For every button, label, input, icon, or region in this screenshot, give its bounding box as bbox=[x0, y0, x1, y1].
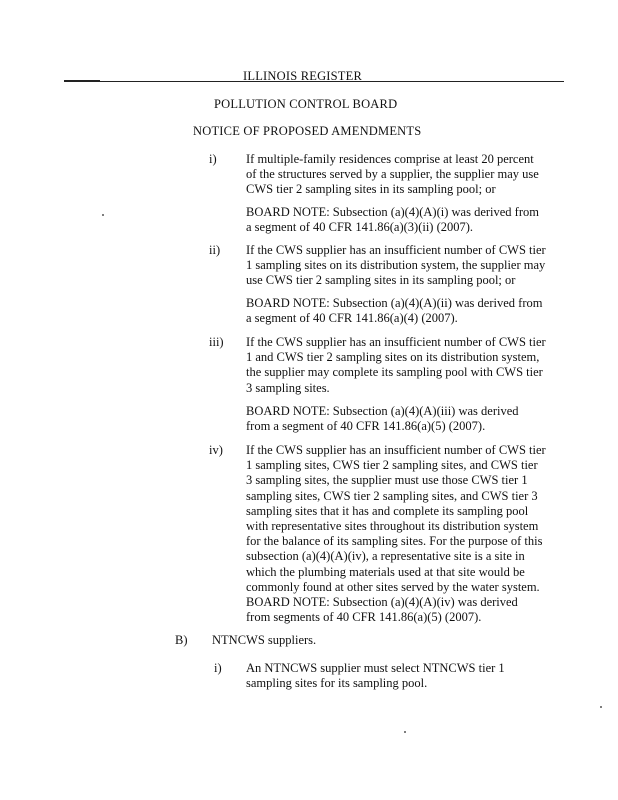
item-text-ii: If the CWS supplier has an insufficient number of CWS tier 1 sampling sites on its distribution system, the supplier may use CWS tier 2 sampling sites in its sampling pool; or bbox=[246, 243, 546, 288]
board-note-iv: BOARD NOTE: Subsection (a)(4)(A)(iv) was derived from segments of 40 CFR 141.86(a)(5) (2007). bbox=[246, 595, 518, 625]
subsection-label-b: B) bbox=[175, 633, 188, 647]
subsection-title-b: NTNCWS suppliers. bbox=[212, 633, 317, 647]
item-label-b-i: i) bbox=[214, 661, 222, 675]
item-text-b-i: An NTNCWS supplier must select NTNCWS tier 1 sampling sites for its sampling pool. bbox=[246, 661, 505, 691]
board-note-ii: BOARD NOTE: Subsection (a)(4)(A)(ii) was derived from a segment of 40 CFR 141.86(a)(4) (2007). bbox=[246, 296, 543, 326]
scan-speck bbox=[102, 214, 104, 216]
item-label-iv: iv) bbox=[209, 443, 223, 457]
scan-speck bbox=[600, 706, 602, 708]
item-label-i: i) bbox=[209, 152, 217, 166]
item-text-iii: If the CWS supplier has an insufficient number of CWS tier 1 and CWS tier 2 sampling sites on its distribution system, the supplier may complete its sampling pool with CWS tier 3 sampling sites. bbox=[246, 335, 546, 395]
board-note-i: BOARD NOTE: Subsection (a)(4)(A)(i) was derived from a segment of 40 CFR 141.86(a)(3)(ii) (2007). bbox=[246, 205, 539, 235]
board-note-iii: BOARD NOTE: Subsection (a)(4)(A)(iii) was derived from a segment of 40 CFR 141.86(a)(5) (2007). bbox=[246, 404, 519, 434]
item-label-iii: iii) bbox=[209, 335, 224, 349]
item-text-i: If multiple-family residences comprise at least 20 percent of the structures served by a supplier, the supplier may use CWS tier 2 sampling sites in its sampling pool; or bbox=[246, 152, 539, 197]
register-title: ILLINOIS REGISTER bbox=[243, 69, 363, 83]
item-text-iv: If the CWS supplier has an insufficient number of CWS tier 1 sampling sites, CWS tier 2 sampling sites, and CWS tier 3 sampling sites, the supplier must use those CWS tier 1 sampling sites, CWS tier 2 sampling sites, and CWS tier 3 sampling sites that it has and complete its sampling pool with representative sites throughout its distribution system for the balance of its sampling sites. For the purpose of this subsection (a)(4)(A)(iv), a representative site is a site in which the plumbing materials used at that site would be commonly found at other sites served by the water system. bbox=[246, 443, 546, 594]
item-label-ii: ii) bbox=[209, 243, 221, 257]
board-title: POLLUTION CONTROL BOARD bbox=[214, 97, 398, 111]
notice-title: NOTICE OF PROPOSED AMENDMENTS bbox=[193, 124, 422, 138]
scan-speck bbox=[404, 731, 406, 733]
